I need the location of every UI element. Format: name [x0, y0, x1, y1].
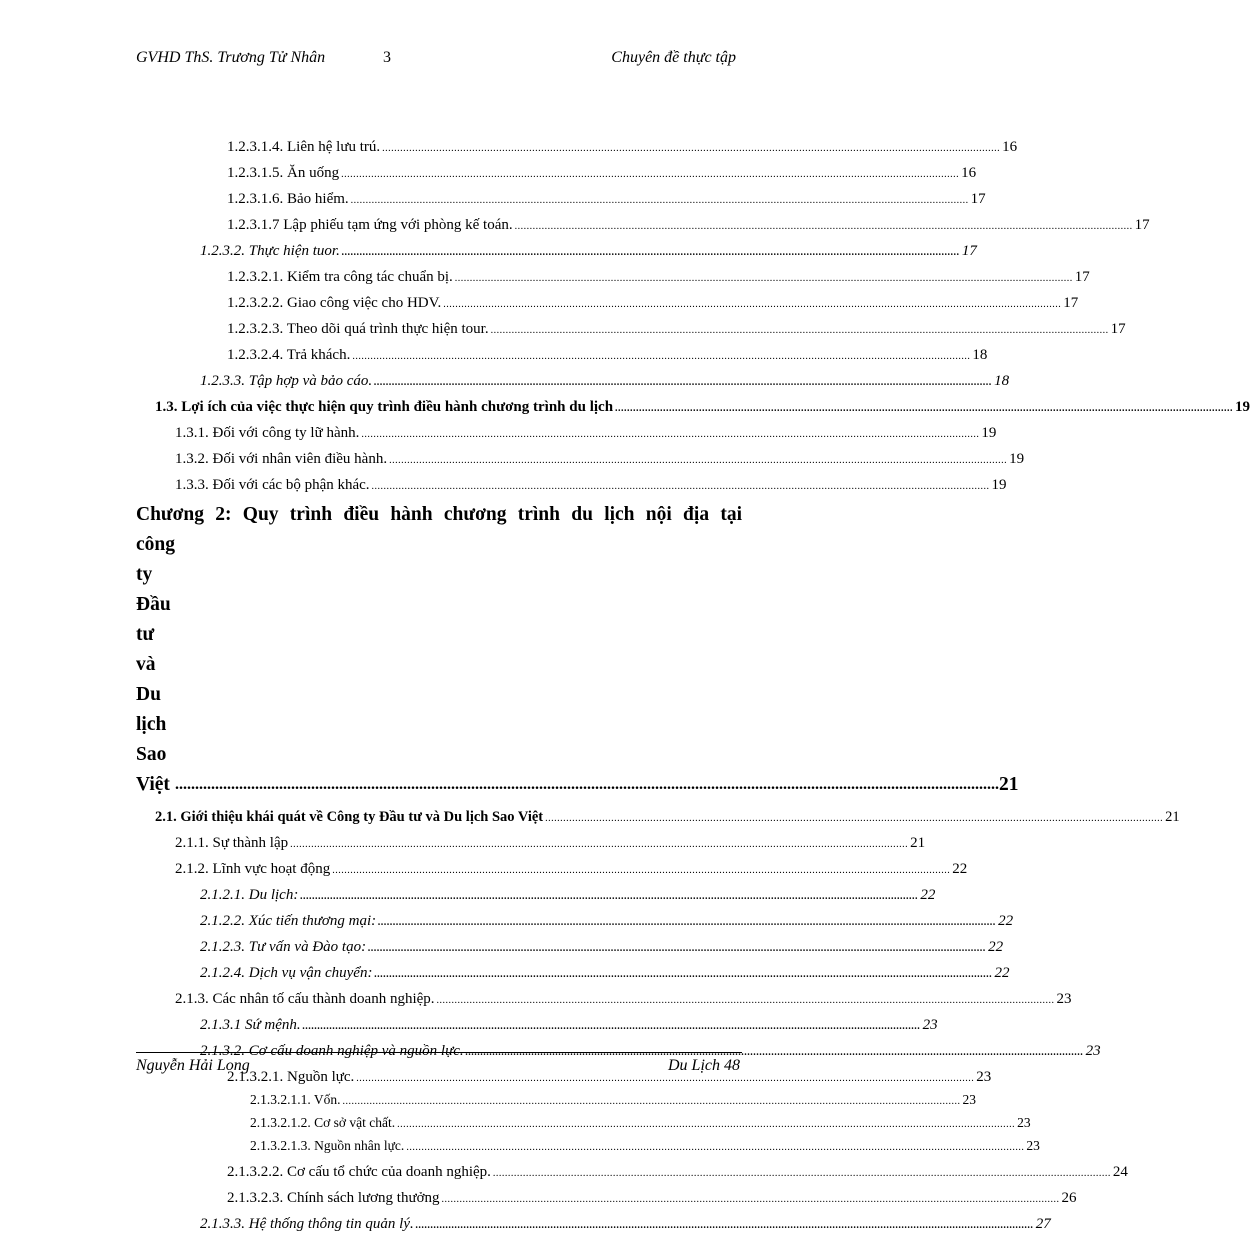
toc-entry[interactable]: 1.2.3.2.2. Giao công việc cho HDV. .............................................................................................................................................................................................................. 17 — [227, 295, 1079, 311]
chapter-heading-line2: công ty Đầu tư và Du lịch Sao Việt .............................................................................................................................................................................................................. 21 — [136, 534, 1019, 795]
toc-entry[interactable]: 1.3.3. Đối với các bộ phận khác. .............................................................................................................................................................................................................. 19 — [175, 477, 1007, 493]
toc-entry[interactable]: 2.1.3.1 Sứ mệnh. .............................................................................................................................................................................................................. 23 — [200, 1017, 938, 1033]
toc-entry[interactable]: 2.1.3.2.1.1. Vốn. .............................................................................................................................................................................................................. 23 — [250, 1092, 977, 1107]
toc-entry[interactable]: 2.1.2. Lĩnh vực hoạt động .............................................................................................................................................................................................................. 22 — [175, 861, 968, 877]
footer-right: Du Lịch 48 — [668, 1057, 740, 1074]
toc-entry[interactable]: 2.1.3.3. Hệ thống thông tin quản lý. .............................................................................................................................................................................................................. 27 — [200, 1216, 1051, 1232]
toc-entry[interactable]: 2.1.3.2.1.2. Cơ sở vật chất. .............................................................................................................................................................................................................. 23 — [250, 1115, 1031, 1130]
toc-entry[interactable]: 2.1.3. Các nhân tố cấu thành doanh nghiệp. .............................................................................................................................................................................................................. 23 — [175, 991, 1072, 1007]
toc-entry[interactable]: 1.3.2. Đối với nhân viên điều hành. .............................................................................................................................................................................................................. 19 — [175, 451, 1025, 467]
footer-divider — [136, 1052, 742, 1053]
toc-entry[interactable]: 2.1.2.2. Xúc tiến thương mại: .............................................................................................................................................................................................................. 22 — [200, 913, 1014, 929]
toc-entry[interactable]: 2.1. Giới thiệu khái quát về Công ty Đầu tư và Du lịch Sao Việt .............................................................................................................................................................................................................. 21 — [155, 809, 1180, 825]
toc-entry[interactable]: 2.1.3.2.3. Chính sách lương thưởng .............................................................................................................................................................................................................. 26 — [227, 1190, 1077, 1206]
header-left: GVHD ThS. Trương Tử Nhân — [136, 49, 326, 66]
toc-entry[interactable]: 1.3. Lợi ích của việc thực hiện quy trình điều hành chương trình du lịch .............................................................................................................................................................................................................. 19 — [155, 399, 1250, 415]
toc-entry[interactable]: 1.2.3.2.4. Trả khách. .............................................................................................................................................................................................................. 18 — [227, 347, 988, 363]
toc-entry[interactable]: 2.1.2.4. Dịch vụ vận chuyển: .............................................................................................................................................................................................................. 22 — [200, 965, 1010, 981]
toc-entry[interactable]: 2.1.3.2. Cơ cấu doanh nghiệp và nguồn lực. .............................................................................................................................................................................................................. 23 — [200, 1043, 1101, 1059]
toc-entry[interactable]: 2.1.3.2.2. Cơ cấu tổ chức của doanh nghiệp. .............................................................................................................................................................................................................. 24 — [227, 1164, 1128, 1180]
header-right: Chuyên đề thực tập — [611, 49, 736, 66]
toc-entry[interactable]: 1.2.3.1.6. Bảo hiểm. .............................................................................................................................................................................................................. 17 — [227, 191, 986, 207]
toc-entry[interactable]: 2.1.2.1. Du lịch: .............................................................................................................................................................................................................. 22 — [200, 887, 936, 903]
chapter-heading-line1: Chương 2: Quy trình điều hành chương trình du lịch nội địa tại — [136, 504, 742, 525]
toc-entry[interactable]: 1.2.3.2. Thực hiện tuor. .............................................................................................................................................................................................................. 17 — [200, 243, 977, 259]
toc-entry[interactable]: 2.1.2.3. Tư vấn và Đào tạo: .............................................................................................................................................................................................................. 22 — [200, 939, 1004, 955]
footer-left: Nguyễn Hải Long — [136, 1057, 250, 1074]
toc-entry[interactable]: 2.1.3.2.1.3. Nguồn nhân lực. .............................................................................................................................................................................................................. 23 — [250, 1138, 1040, 1153]
toc-entry[interactable]: 2.1.3.2.1. Nguồn lực. .............................................................................................................................................................................................................. 23 — [227, 1069, 992, 1085]
toc-entry[interactable]: 1.3.1. Đối với công ty lữ hành. .............................................................................................................................................................................................................. 19 — [175, 425, 997, 441]
toc-entry[interactable]: 1.2.3.2.1. Kiểm tra công tác chuẩn bị. .............................................................................................................................................................................................................. 17 — [227, 269, 1090, 285]
chapter-heading[interactable] — [0, 500, 1019, 800]
toc-entry[interactable]: 1.2.3.1.4. Liên hệ lưu trú. .............................................................................................................................................................................................................. 16 — [227, 139, 1018, 155]
header-page-number: 3 — [383, 49, 391, 66]
toc-entry[interactable]: 1.2.3.1.5. Ăn uống .............................................................................................................................................................................................................. 16 — [227, 165, 977, 181]
toc-entry[interactable]: 2.1.1. Sự thành lập .............................................................................................................................................................................................................. 21 — [175, 835, 926, 851]
toc-entry[interactable]: 1.2.3.3. Tập hợp và bảo cáo. .............................................................................................................................................................................................................. 18 — [200, 373, 1010, 389]
toc-entry[interactable]: 1.2.3.2.3. Theo dõi quá trình thực hiện tour. .............................................................................................................................................................................................................. 17 — [227, 321, 1126, 337]
toc-entry[interactable]: 1.2.3.1.7 Lập phiếu tạm ứng với phòng kế toán. .............................................................................................................................................................................................................. 17 — [227, 217, 1150, 233]
